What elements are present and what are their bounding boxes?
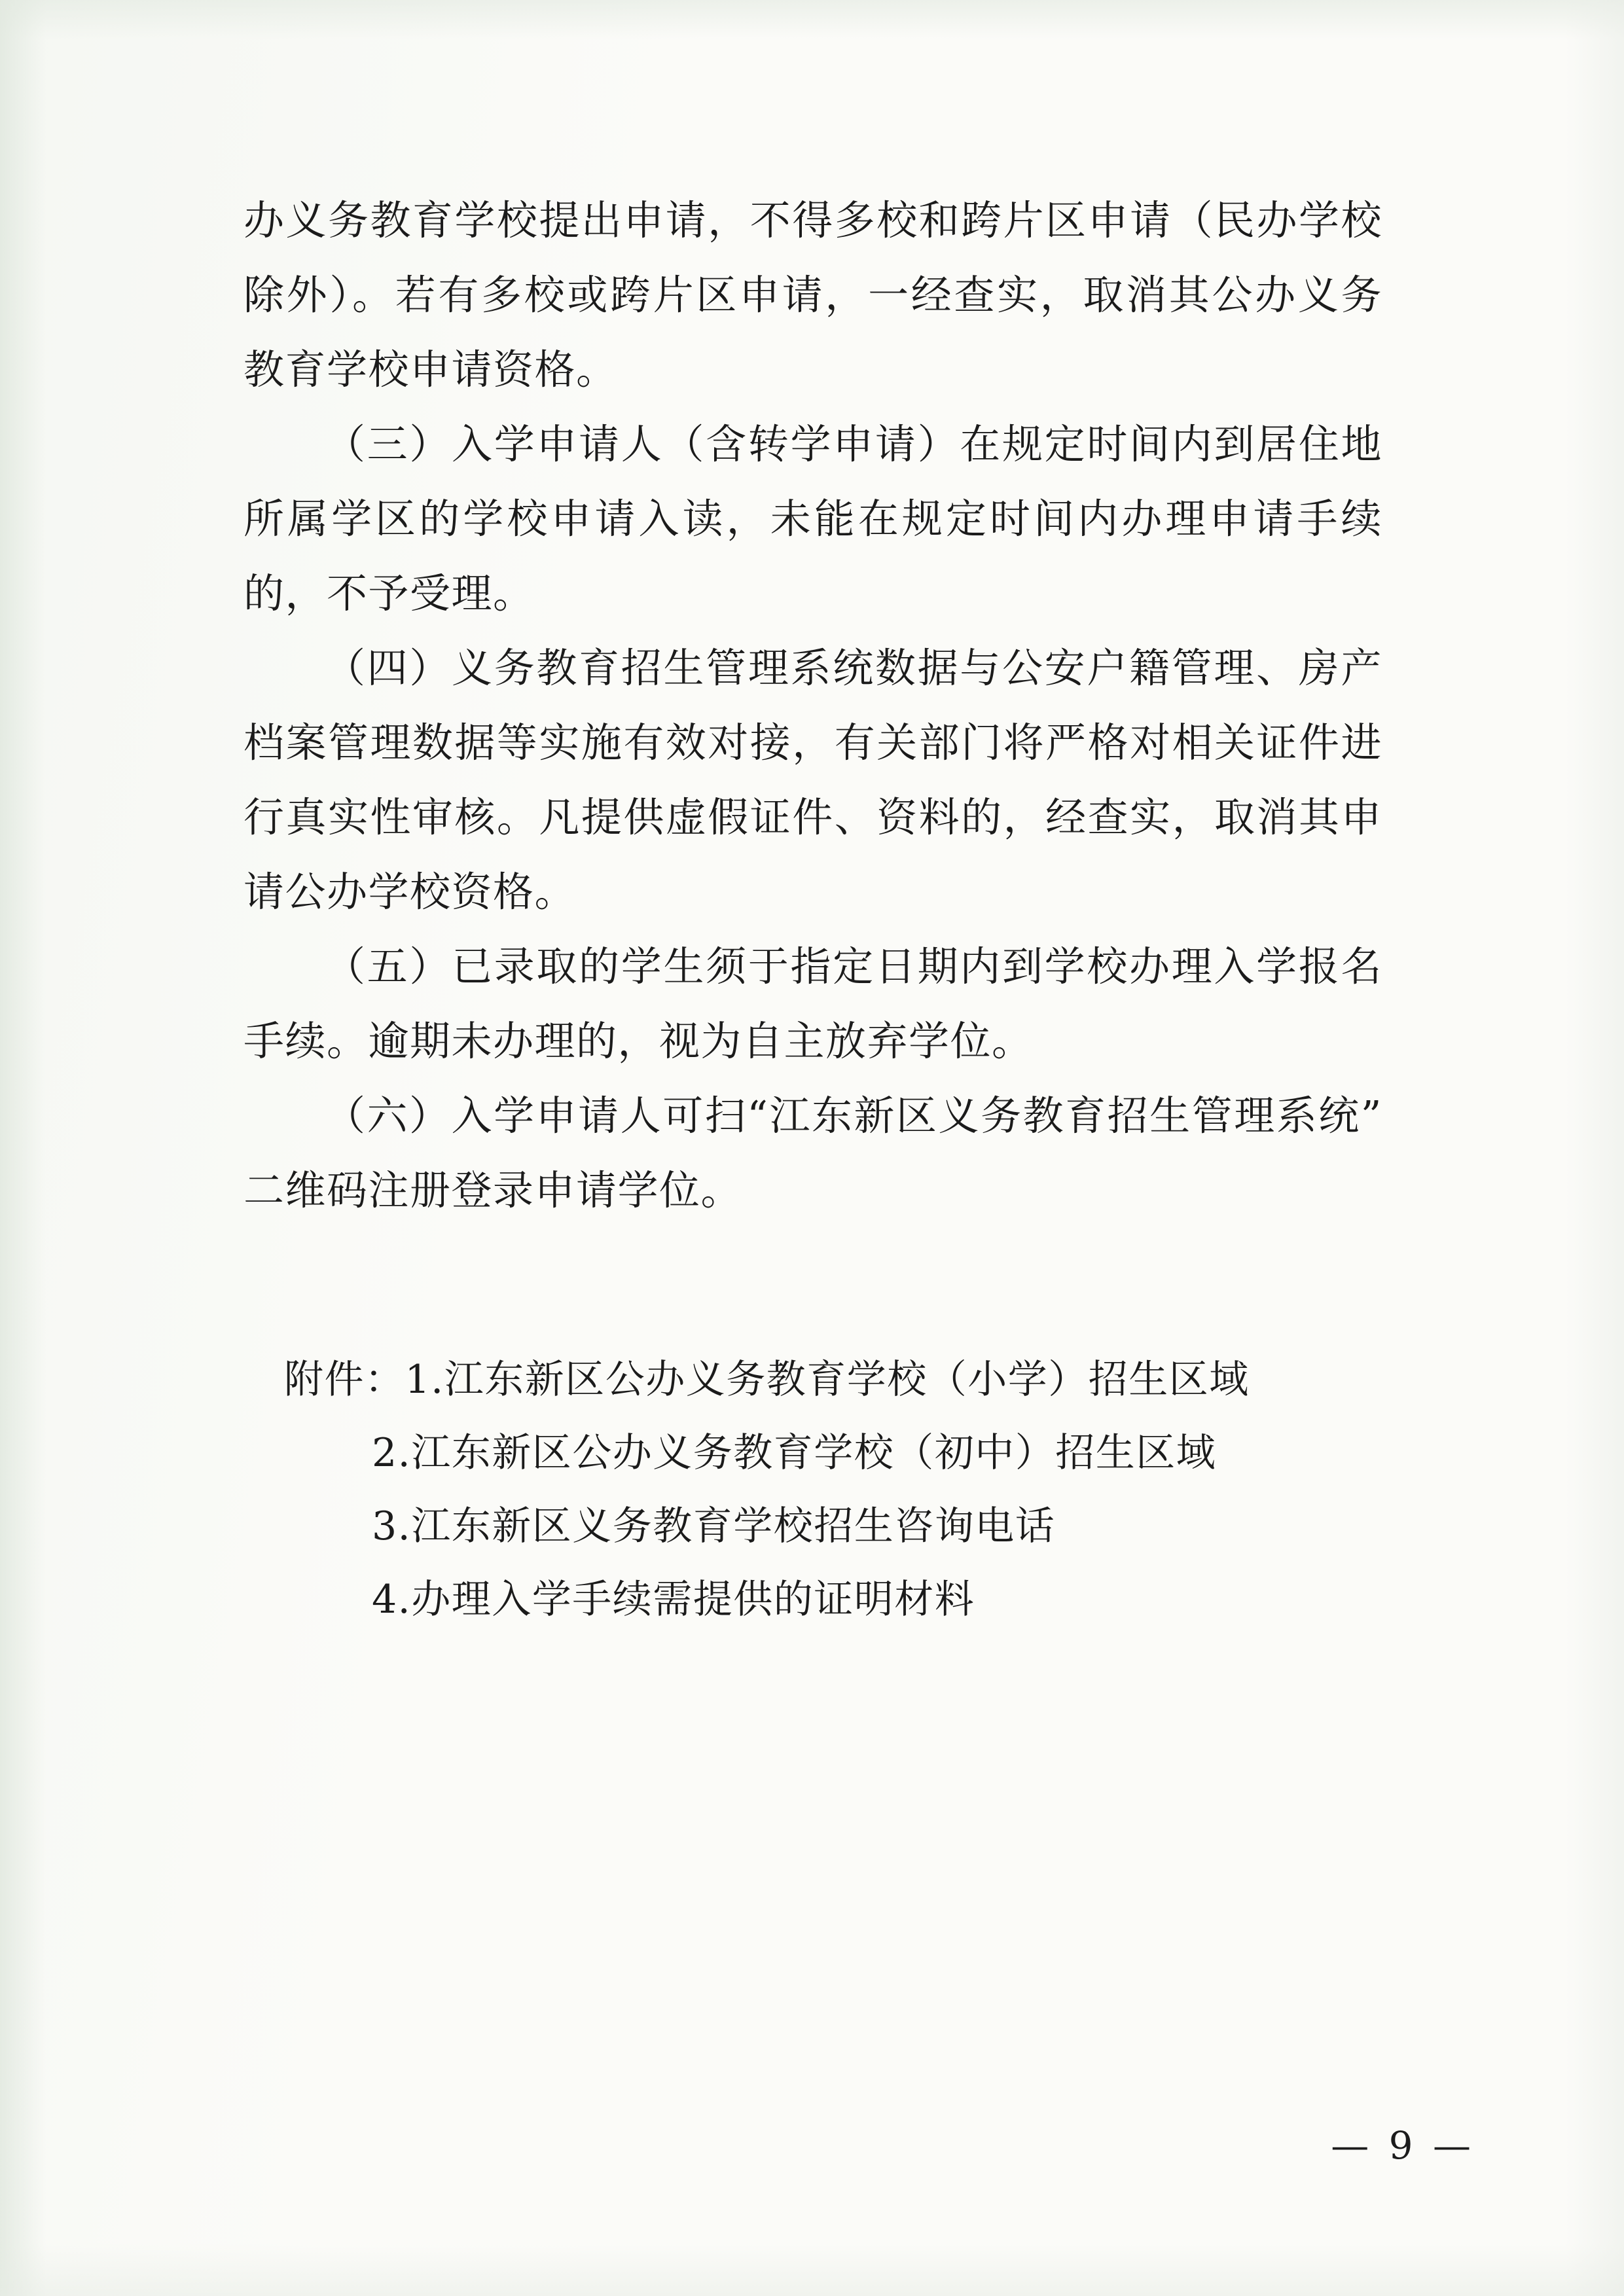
attachment-item-4: 4.办理入学手续需提供的证明材料 [372, 1577, 975, 1623]
paragraph-item-six: （六）入学申请人可扫“江东新区义务教育招生管理系统”二维码注册登录申请学位。 [244, 1092, 1382, 1214]
paragraph-item-three: （三）入学申请人（含转学申请）在规定时间内到居住地所属学区的学校申请入读，未能在规定时间内办理申请手续的，不予受理。 [244, 420, 1382, 617]
document-body [244, 183, 1382, 1636]
page-number: — 9 — [1331, 2123, 1475, 2168]
paragraph-item-five: （五）已录取的学生须于指定日期内到学校办理入学报名手续。逾期未办理的，视为自主放弃学位。 [244, 942, 1382, 1065]
scan-edge-top [0, 0, 1624, 39]
attachment-label: 附件： [284, 1357, 405, 1403]
paragraph-item-four: （四）义务教育招生管理系统数据与公安户籍管理、房产档案管理数据等实施有效对接，有关部门将严格对相关证件进行真实性审核。凡提供虚假证件、资料的，经查实，取消其申请公办学校资格。 [244, 644, 1382, 916]
paragraph-continuation: 办义务教育学校提出申请，不得多校和跨片区申请（民办学校除外）。若有多校或跨片区申请，一经查实，取消其公办义务教育学校申请资格。 [244, 196, 1382, 393]
attachment-item-3: 3.江东新区义务教育学校招生咨询电话 [372, 1503, 1056, 1549]
attachment-label-line [244, 1343, 1382, 1416]
attachment-item-1: 1.江东新区公办义务教育学校（小学）招生区域 [405, 1357, 1250, 1403]
scan-edge-left [0, 0, 46, 2296]
attachment-list [244, 1343, 1382, 1636]
scan-edge-bottom [0, 2244, 1624, 2296]
attachment-item-4-line [244, 1563, 1382, 1636]
scan-edge-right [1565, 0, 1624, 2296]
attachment-item-2: 2.江东新区公办义务教育学校（初中）招生区域 [372, 1430, 1217, 1476]
attachment-item-3-line [244, 1490, 1382, 1563]
attachment-item-2-line [244, 1416, 1382, 1490]
